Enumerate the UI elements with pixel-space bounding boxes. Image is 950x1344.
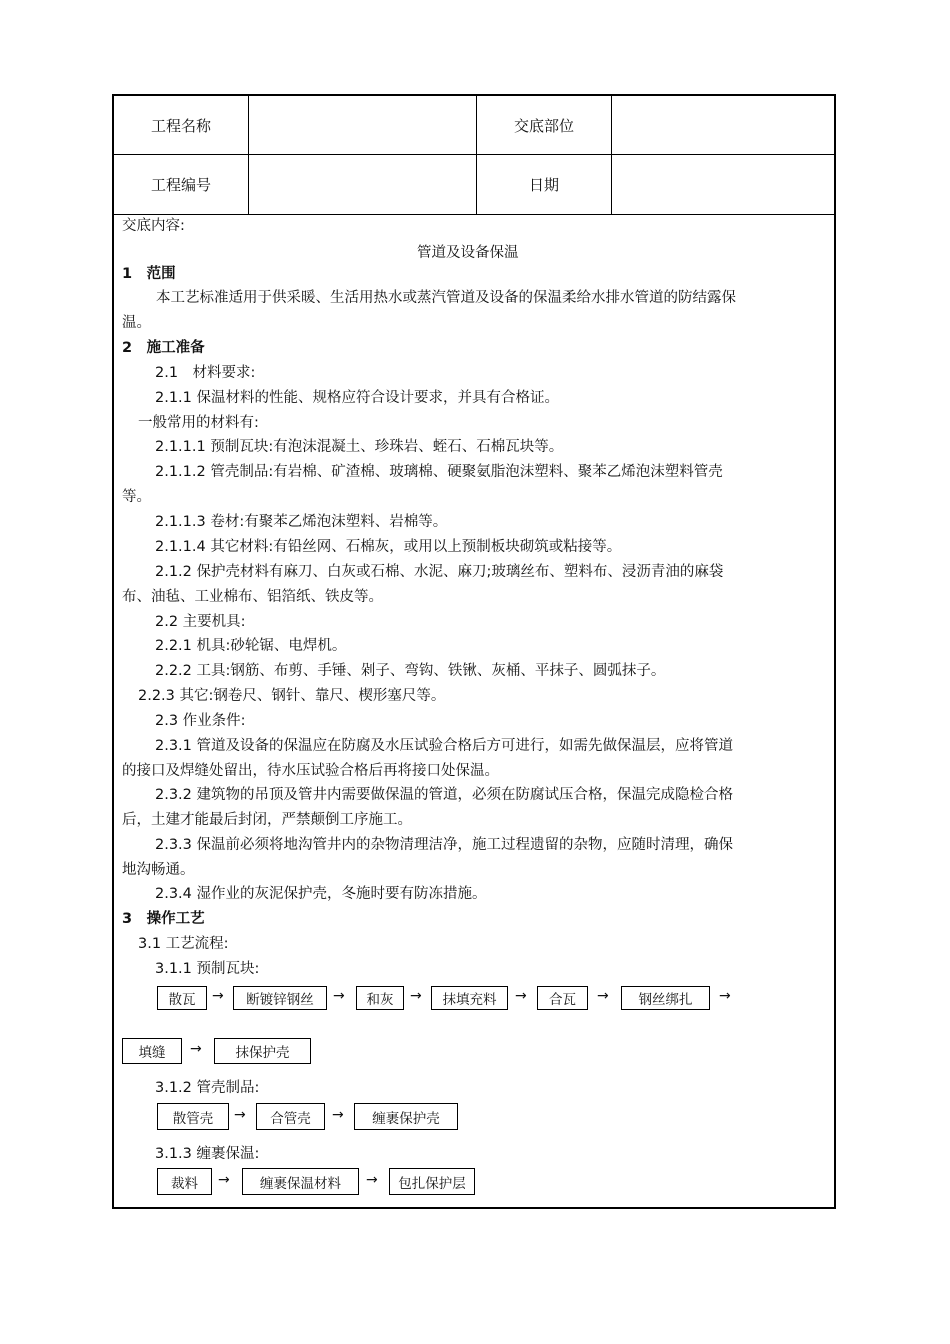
- date-value: [612, 155, 834, 214]
- project-name-label: 工程名称: [150, 116, 211, 135]
- paragraph-line: 3.1.1 预制瓦块:: [155, 961, 260, 977]
- date-label: 日期: [528, 176, 559, 194]
- paragraph-line: 3.1.2 管壳制品:: [155, 1080, 260, 1096]
- arrow-right-icon: →: [410, 988, 422, 1004]
- arrow-right-icon: →: [212, 988, 224, 1004]
- flow-step: 合管壳: [256, 1103, 325, 1130]
- flow-step: 和灰: [356, 986, 404, 1010]
- flow-step: 抹保护壳: [214, 1038, 311, 1064]
- intro-label: 交底内容:: [122, 218, 185, 234]
- project-no-value: [249, 155, 476, 214]
- paragraph-line: 2.1.1.2 管壳制品:有岩棉、矿渣棉、玻璃棉、硬聚氨脂泡沫塑料、聚苯乙烯泡沫塑料管壳: [155, 464, 723, 480]
- arrow-right-icon: →: [234, 1107, 246, 1123]
- arrow-right-icon: →: [515, 988, 527, 1004]
- arrow-right-icon: →: [333, 988, 345, 1004]
- paragraph-line: 的接口及焊缝处留出，待水压试验合格后再将接口处保温。: [122, 763, 499, 779]
- project-name-value: [249, 96, 476, 154]
- section-heading: 3 操作工艺: [122, 911, 205, 927]
- paragraph-line: 本工艺标准适用于供采暖、生活用热水或蒸汽管道及设备的保温柔给水排水管道的防结露保: [156, 290, 736, 306]
- paragraph-line: 2.3.2 建筑物的吊顶及管井内需要做保温的管道，必须在防腐试压合格，保温完成隐检合格: [155, 787, 733, 803]
- paragraph-line: 2.2.1 机具:砂轮锯、电焊机。: [155, 638, 347, 654]
- flow-step: 缠裹保护壳: [354, 1103, 458, 1130]
- section-heading: 2 施工准备: [122, 340, 205, 356]
- flow-step: 合瓦: [537, 986, 588, 1010]
- flow-step: 钢丝绑扎: [621, 986, 710, 1010]
- arrow-right-icon: →: [332, 1107, 344, 1123]
- paragraph-line: 2.3 作业条件:: [155, 713, 246, 729]
- paragraph-line: 2.2 主要机具:: [155, 614, 246, 630]
- flow-step: 抹填充料: [431, 986, 508, 1010]
- flow-step: 散管壳: [157, 1103, 229, 1130]
- project-no-label: 工程编号: [150, 176, 211, 194]
- paragraph-line: 2.1.1.1 预制瓦块:有泡沫混凝土、珍珠岩、蛭石、石棉瓦块等。: [155, 439, 564, 455]
- paragraph-line: 温。: [122, 315, 151, 331]
- arrow-right-icon: →: [597, 988, 609, 1004]
- paragraph-line: 2.3.3 保温前必须将地沟管井内的杂物清理洁净，施工过程遗留的杂物，应随时清理，确保: [155, 837, 733, 853]
- paragraph-line: 3.1.3 缠裹保温:: [155, 1146, 260, 1162]
- paragraph-line: 后，土建才能最后封闭，严禁颠倒工序施工。: [122, 812, 412, 828]
- paragraph-line: 2.1.1.4 其它材料:有铅丝网、石棉灰，或用以上预制板块砌筑或粘接等。: [155, 539, 622, 555]
- flow-step: 裁料: [157, 1168, 212, 1195]
- paragraph-line: 地沟畅通。: [122, 862, 195, 878]
- doc-title: 管道及设备保温: [417, 245, 519, 261]
- paragraph-line: 2.2.2 工具:钢筋、布剪、手锤、剁子、弯钩、铁锹、灰桶、平抹子、圆弧抹子。: [155, 663, 666, 679]
- section-heading: 1 范围: [122, 266, 176, 282]
- arrow-right-icon: →: [719, 988, 731, 1004]
- location-label: 交底部位: [513, 116, 574, 135]
- flow-step: 散瓦: [157, 986, 207, 1010]
- arrow-right-icon: →: [366, 1172, 378, 1188]
- paragraph-line: 2.1.2 保护壳材料有麻刀、白灰或石棉、水泥、麻刀;玻璃丝布、塑料布、浸沥青油的麻袋: [155, 564, 724, 580]
- arrow-right-icon: →: [190, 1041, 202, 1057]
- paragraph-line: 等。: [122, 489, 151, 505]
- paragraph-line: 2.3.4 湿作业的灰泥保护壳，冬施时要有防冻措施。: [155, 886, 487, 902]
- paragraph-line: 2.2.3 其它:钢卷尺、钢针、靠尺、楔形塞尺等。: [138, 688, 446, 704]
- header-table: [114, 96, 834, 215]
- paragraph-line: 2.1 材料要求:: [155, 365, 256, 381]
- flow-step: 断镀锌钢丝: [233, 986, 327, 1010]
- flow-step: 包扎保护层: [389, 1168, 475, 1195]
- paragraph-line: 一般常用的材料有:: [138, 415, 259, 431]
- paragraph-line: 2.1.1 保温材料的性能、规格应符合设计要求，并具有合格证。: [155, 390, 560, 406]
- paragraph-line: 布、油毡、工业棉布、铝箔纸、铁皮等。: [122, 589, 383, 605]
- arrow-right-icon: →: [218, 1172, 230, 1188]
- paragraph-line: 2.1.1.3 卷材:有聚苯乙烯泡沫塑料、岩棉等。: [155, 514, 448, 530]
- paragraph-line: 2.3.1 管道及设备的保温应在防腐及水压试验合格后方可进行，如需先做保温层，应将管道: [155, 738, 733, 754]
- paragraph-line: 3.1 工艺流程:: [138, 936, 229, 952]
- flow-step: 缠裹保温材料: [242, 1168, 359, 1195]
- flow-step: 填缝: [122, 1038, 182, 1064]
- location-value: [612, 96, 834, 154]
